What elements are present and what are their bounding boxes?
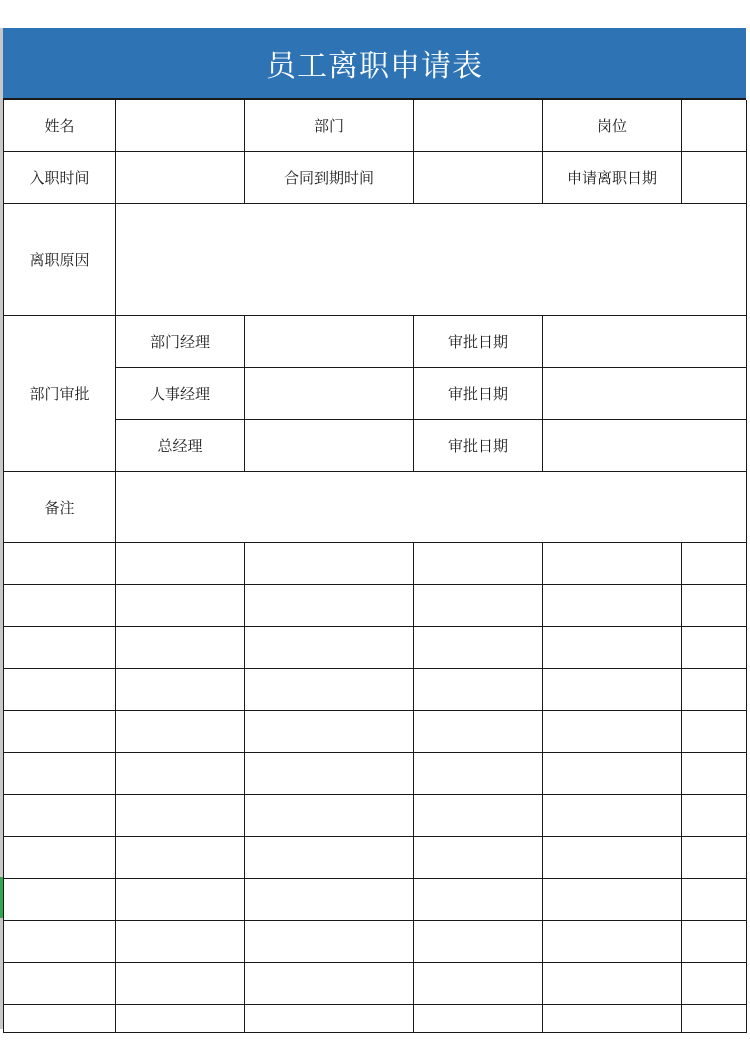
blank-cell[interactable] [543,963,682,1005]
contract-expiry-field[interactable] [414,152,543,204]
leave-date-label: 申请离职日期 [543,152,682,204]
blank-cell[interactable] [245,711,414,753]
blank-cell[interactable] [116,879,245,921]
resignation-form-sheet [3,28,746,1033]
blank-cell[interactable] [414,921,543,963]
blank-cell[interactable] [116,1005,245,1033]
blank-cell[interactable] [4,627,116,669]
blank-cell[interactable] [116,669,245,711]
approver-role: 部门经理 [116,316,245,368]
blank-cell[interactable] [682,585,747,627]
blank-cell[interactable] [543,627,682,669]
approver-signature-field[interactable] [245,316,414,368]
blank-cell[interactable] [4,753,116,795]
department-field[interactable] [414,100,543,152]
blank-cell[interactable] [4,585,116,627]
row-approval-hr-manager [4,368,747,420]
blank-row [4,753,747,795]
blank-row [4,837,747,879]
approval-date-label: 审批日期 [414,368,543,420]
remarks-field[interactable] [116,472,747,543]
blank-cell[interactable] [116,921,245,963]
blank-cell[interactable] [414,879,543,921]
approver-role: 人事经理 [116,368,245,420]
blank-row [4,711,747,753]
blank-cell[interactable] [682,543,747,585]
hire-date-field[interactable] [116,152,245,204]
blank-cell[interactable] [245,837,414,879]
approval-date-label: 审批日期 [414,316,543,368]
blank-cell[interactable] [682,921,747,963]
contract-expiry-label: 合同到期时间 [245,152,414,204]
form-table [3,100,747,1033]
name-field[interactable] [116,100,245,152]
blank-row [4,669,747,711]
blank-row [4,627,747,669]
blank-cell[interactable] [682,1005,747,1033]
position-field[interactable] [682,100,747,152]
blank-cell[interactable] [116,543,245,585]
blank-cell[interactable] [414,1005,543,1033]
row-basic-info [4,100,747,152]
row-dates [4,152,747,204]
blank-cell[interactable] [245,795,414,837]
blank-cell[interactable] [4,795,116,837]
blank-cell[interactable] [543,837,682,879]
blank-cell[interactable] [543,753,682,795]
blank-cell[interactable] [543,585,682,627]
blank-cell[interactable] [682,669,747,711]
blank-cell[interactable] [116,753,245,795]
blank-cell[interactable] [4,963,116,1005]
name-label: 姓名 [4,100,116,152]
blank-cell[interactable] [4,543,116,585]
blank-cell[interactable] [116,963,245,1005]
blank-cell[interactable] [245,921,414,963]
approval-date-field[interactable] [543,420,747,472]
hire-date-label: 入职时间 [4,152,116,204]
blank-cell[interactable] [543,711,682,753]
blank-cell[interactable] [682,879,747,921]
blank-cell[interactable] [245,879,414,921]
row-remarks [4,472,747,543]
blank-cell[interactable] [245,627,414,669]
blank-cell[interactable] [414,627,543,669]
blank-cell[interactable] [682,627,747,669]
approval-date-field[interactable] [543,316,747,368]
reason-label: 离职原因 [4,204,116,316]
blank-cell[interactable] [4,837,116,879]
approval-label: 部门审批 [4,316,116,472]
blank-cell[interactable] [116,711,245,753]
approver-signature-field[interactable] [245,368,414,420]
blank-cell[interactable] [543,795,682,837]
form-title: 员工离职申请表 [3,28,746,100]
blank-cell[interactable] [682,795,747,837]
blank-cell[interactable] [4,669,116,711]
blank-cell[interactable] [414,711,543,753]
blank-row [4,921,747,963]
blank-cell[interactable] [4,879,116,921]
blank-row [4,795,747,837]
blank-row [4,543,747,585]
blank-cell[interactable] [543,1005,682,1033]
blank-cell[interactable] [414,837,543,879]
blank-cell[interactable] [682,711,747,753]
blank-row [4,585,747,627]
blank-row [4,1005,747,1033]
approval-date-field[interactable] [543,368,747,420]
approver-role: 总经理 [116,420,245,472]
blank-cell[interactable] [682,837,747,879]
blank-cell[interactable] [116,795,245,837]
blank-cell[interactable] [543,669,682,711]
blank-cell[interactable] [414,543,543,585]
blank-rows [4,543,747,1033]
position-label: 岗位 [543,100,682,152]
blank-cell[interactable] [682,963,747,1005]
blank-cell[interactable] [116,627,245,669]
blank-cell[interactable] [245,1005,414,1033]
blank-cell[interactable] [414,585,543,627]
leave-date-field[interactable] [682,152,747,204]
department-label: 部门 [245,100,414,152]
blank-cell[interactable] [4,921,116,963]
blank-cell[interactable] [543,879,682,921]
blank-cell[interactable] [414,669,543,711]
blank-cell[interactable] [245,543,414,585]
approver-signature-field[interactable] [245,420,414,472]
blank-cell[interactable] [543,921,682,963]
blank-cell[interactable] [414,963,543,1005]
row-approval-general-manager [4,420,747,472]
blank-cell[interactable] [245,963,414,1005]
approval-date-label: 审批日期 [414,420,543,472]
blank-cell[interactable] [414,753,543,795]
blank-cell[interactable] [414,795,543,837]
blank-cell[interactable] [4,1005,116,1033]
blank-cell[interactable] [116,837,245,879]
blank-cell[interactable] [543,543,682,585]
row-approval-dept-manager [4,316,747,368]
blank-cell[interactable] [4,711,116,753]
blank-cell[interactable] [245,669,414,711]
row-reason [4,204,747,316]
blank-cell[interactable] [116,585,245,627]
remarks-label: 备注 [4,472,116,543]
reason-field[interactable] [116,204,747,316]
blank-row [4,963,747,1005]
blank-cell[interactable] [245,753,414,795]
blank-cell[interactable] [682,753,747,795]
blank-row [4,879,747,921]
blank-cell[interactable] [245,585,414,627]
